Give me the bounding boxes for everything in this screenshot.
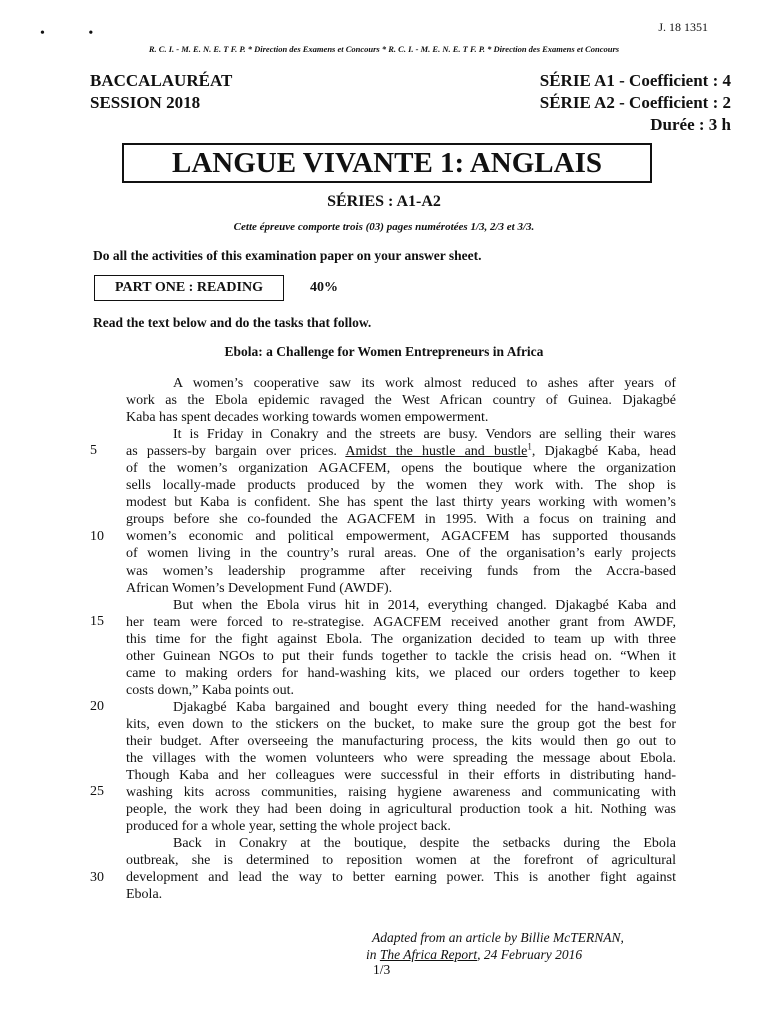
text-line: Ebola. bbox=[126, 887, 163, 903]
text-line: But when the Ebola virus hit in 2014, everything changed. Djakagbé Kaba and bbox=[173, 597, 676, 613]
instruction: Do all the activities of this examination paper on your answer sheet. bbox=[93, 248, 482, 263]
source-credit-line2 bbox=[366, 947, 582, 963]
text-line: of women living in the country’s rural areas. One of the organisation’s early projects bbox=[126, 546, 676, 562]
text-line: costs down,” Kaba points out. bbox=[126, 682, 294, 698]
text-segment: , Djakagbé Kaba, head bbox=[531, 444, 676, 460]
line-number: 5 bbox=[90, 443, 97, 459]
pages-note: Cette épreuve comporte trois (03) pages numérotées 1/3, 2/3 et 3/3. bbox=[233, 221, 535, 233]
text-line: women’s economic and political empowerment, AGACFEM has supported thousands bbox=[126, 529, 676, 545]
footnote-marker: 1 bbox=[527, 441, 532, 452]
source-publication: The Africa Report bbox=[379, 947, 478, 962]
text-line: modest but Kaba is confident. She has spent the last thirty years working with women’s bbox=[126, 495, 676, 511]
line-number: 20 bbox=[90, 699, 104, 714]
text-line: Kaba has spent decades working towards women empowerment. bbox=[126, 410, 489, 426]
line-number: 30 bbox=[90, 869, 104, 885]
exam-title-box bbox=[122, 143, 652, 183]
line-number: 15 bbox=[90, 613, 104, 629]
scan-dots: • • bbox=[40, 26, 114, 41]
page-number: 1/3 bbox=[373, 962, 391, 977]
text-line bbox=[126, 443, 676, 460]
text-line: development and lead the way to better earning power. This is another fight against bbox=[126, 870, 676, 886]
text-line: kits, even down to the stickers on the bucket, to make sure the group got the best for bbox=[126, 716, 676, 732]
reference-code: J. 18 1351 bbox=[658, 20, 708, 34]
source-date: , 24 February 2016 bbox=[477, 947, 583, 962]
text-line: their budget. After overseeing the manufacturing process, the kits would then go out to bbox=[126, 733, 676, 749]
text-line: It is Friday in Conakry and the streets are busy. Vendors are selling their wares bbox=[173, 427, 676, 443]
series-a1-coefficient: SÉRIE A1 - Coefficient : 4 bbox=[539, 71, 731, 90]
text-line: A women’s cooperative saw its work almost reduced to ashes after years of bbox=[173, 376, 676, 391]
part-one-label: PART ONE : READING bbox=[115, 280, 263, 295]
line-number: 25 bbox=[90, 784, 104, 800]
text-segment: as passers-by bargain over prices. bbox=[126, 444, 346, 460]
text-line: washing kits across communities, raising hygiene awareness and communicating with bbox=[126, 785, 676, 801]
text-line: Though Kaba and her colleagues were successful in their efforts in distributing hand- bbox=[126, 768, 676, 784]
text-line: outbreak, she is determined to reposition women at the forefront of agricultural bbox=[126, 853, 676, 869]
text-line: other Guinean NGOs to put their funds together to tackle the crisis head on. “When it bbox=[126, 648, 676, 664]
text-line: of the women’s organization AGACFEM, opens the boutique where the organization bbox=[126, 461, 676, 477]
text-line: sells locally-made products produced by the women they work with. The shop is bbox=[126, 478, 676, 494]
text-line: work as the Ebola epidemic ravaged the West African country of Guinea. Djakagbé bbox=[126, 393, 676, 409]
part-one-box bbox=[94, 275, 284, 301]
article-body bbox=[126, 375, 676, 903]
text-line: Djakagbé Kaba bargained and bought every thing needed for the hand-washing bbox=[173, 699, 676, 715]
source-credit-line1: Adapted from an article by Billie McTERNAN, bbox=[372, 930, 624, 945]
text-line: this time for the fight against Ebola. The organization decided to team up with three bbox=[126, 631, 676, 647]
series-line: SÉRIES : A1-A2 bbox=[327, 193, 441, 210]
text-line: came to making orders for hand-washing kits, we placed our orders together to keep bbox=[126, 665, 676, 681]
ministry-banner: R. C. I. - M. E. N. E. T F. P. * Direction des Examens et Concours * R. C. I. - M. E. N. E. T F. P. * Direction des Examens et Concours bbox=[148, 44, 620, 54]
text-line: produced for a whole year, setting the whole project back. bbox=[126, 819, 451, 835]
text-line: was women’s leadership programme after receiving funds from the Accra-based bbox=[126, 563, 676, 579]
exam-name: BACCALAURÉAT bbox=[90, 71, 233, 90]
footnoted-phrase: Amidst the hustle and bustle bbox=[345, 444, 528, 460]
duration: Durée : 3 h bbox=[650, 115, 731, 134]
line-number: 10 bbox=[90, 528, 104, 544]
series-a2-coefficient: SÉRIE A2 - Coefficient : 2 bbox=[539, 93, 731, 112]
credit-prefix: in bbox=[366, 947, 380, 962]
text-line: groups before she co-founded the AGACFEM in 1995. With a focus on training and bbox=[126, 512, 676, 528]
text-line: people, the work they had been doing in agricultural production took a hit. Nothing was bbox=[126, 802, 676, 818]
text-line: the villages with the women volunteers who were spreading the message about Ebola. bbox=[126, 751, 676, 767]
exam-title: LANGUE VIVANTE 1: ANGLAIS bbox=[171, 147, 602, 179]
session-label: SESSION 2018 bbox=[90, 93, 201, 112]
article-title: Ebola: a Challenge for Women Entrepreneurs in Africa bbox=[224, 344, 544, 359]
reading-task: Read the text below and do the tasks that follow. bbox=[93, 315, 372, 330]
text-line: her team were forced to re-strategise. AGACFEM received another grant from AWDF, bbox=[126, 614, 676, 630]
part-weight: 40% bbox=[310, 280, 338, 295]
text-line: African Women’s Development Fund (AWDF). bbox=[126, 580, 393, 596]
text-line: Back in Conakry at the boutique, despite the setbacks during the Ebola bbox=[173, 836, 676, 852]
